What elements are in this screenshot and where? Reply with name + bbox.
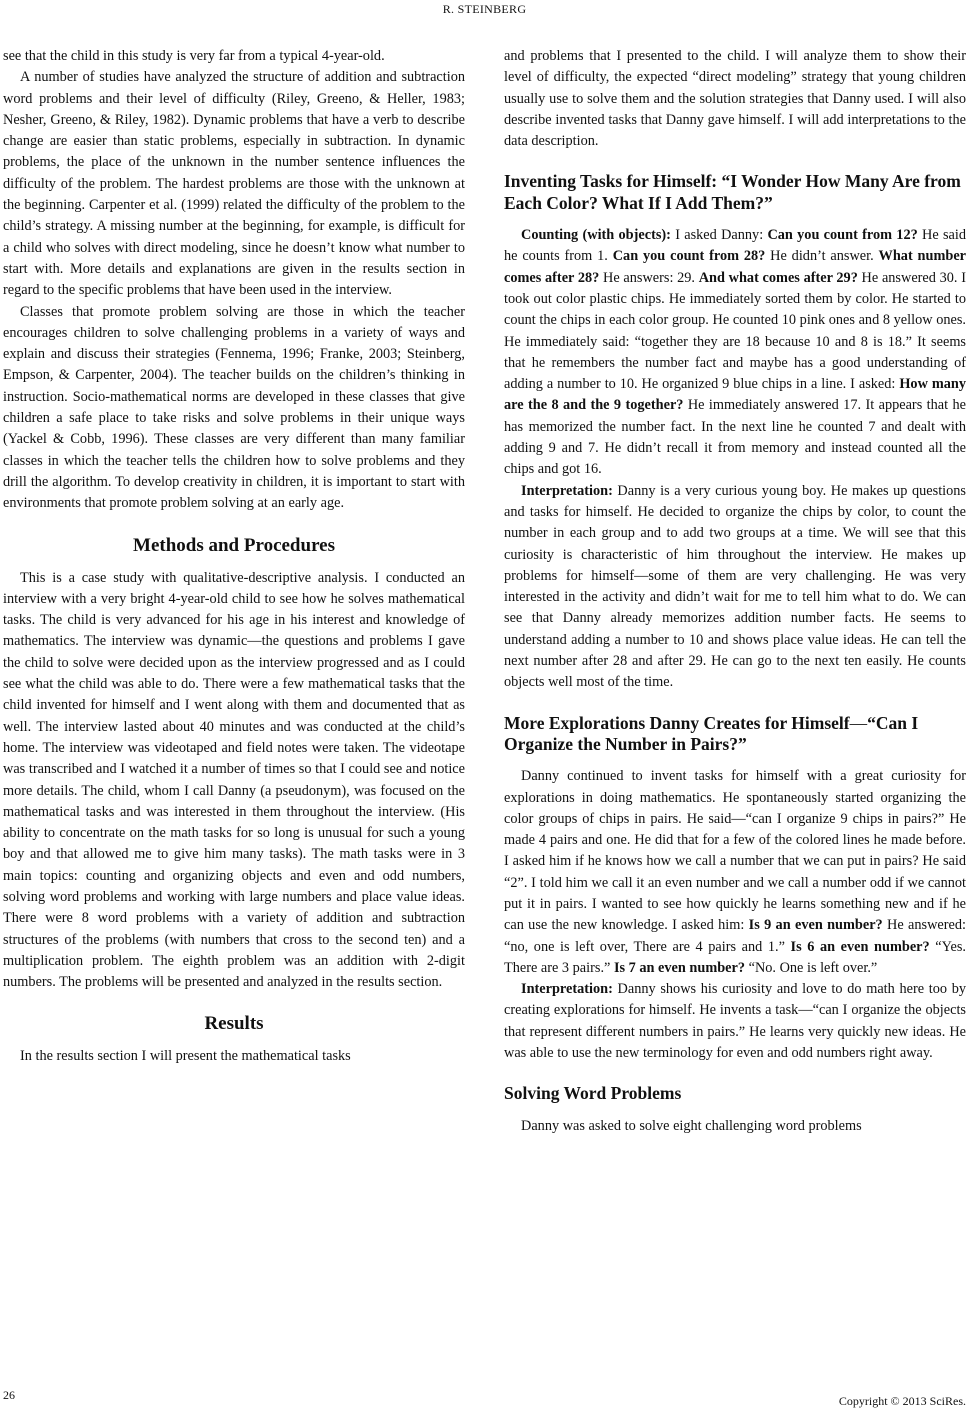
more-explorations-heading-part-1: More Explorations Danny Creates for Himself	[504, 712, 850, 733]
left-paragraph-3: Classes that promote problem solving are those in which the teacher encourages children to solve challenging problems in a variety of ways and explain and discuss their strategies (Fennema, 1996; Franke, 2003; Steinberg, Empson, & Carpenter, 2004). The teacher builds on the children’s thinking in instruction. Socio-mathematical norms are developed in these classes that give children a safe place to take risks and solve problems in their unique ways (Yackel & Cobb, 1996). These classes are very different than many familiar classes in which the teacher tells the children how to solve problems and they drill the algorithm. To develop creativity in children, it is important to start with environments that promote problem solving at an early age.	[3, 303, 465, 512]
running-head: R. STEINBERG	[442, 2, 527, 16]
pairs-text-2: He answered: “no, one is left over, There are 4 pairs and 1.”	[504, 917, 966, 955]
pairs-question-2: Is 6 an even number?	[790, 938, 930, 955]
inventing-tasks-heading: Inventing Tasks for Himself: “I Wonder How Many Are from Each Color? What If I Add Them?”	[504, 171, 961, 213]
pairs-question-3: Is 7 an even number?	[613, 959, 746, 976]
counting-text-5: He answered 30. I took out color plastic chips. He immediately sorted them by color. He started to count the chips in each color group. He counted 10 pink ones and 8 yellow ones. He immediately said: “together they are 18 because 10 and 8 is 18.” It seems that he remembers the number fact and maybe has a good understanding of adding a number to 10. He organized 9 blue chips in a line. I asked:	[504, 269, 966, 393]
counting-question-4: And what comes after 29?	[698, 269, 858, 286]
more-explorations-heading-part-2: “Can I Organize the Number in Pairs?”	[504, 712, 919, 754]
interpretation-1-text: Danny is a very curious young boy. He makes up questions and tasks for himself. He decided to organize the chips by color, to count the number in each group and to add two groups at a time. We will see that this curiosity is characteristic of him throughout the interview. He makes up problems for himself—some of them are very challenging. He was very interested in the activity and didn’t wait for me to tell him what to do. We can see that Danny already memorizes addition number facts. He seems to understand adding a number to 10 and shows place value ideas. He can tell the next number after 28 and after 29. He can go to the next ten easily. He counts objects well most of the time.	[504, 482, 966, 691]
pairs-text-1: Danny continued to invent tasks for himself with a great curiosity for explorations in doing mathematics. He spontaneously started organizing the color groups of chips in pairs. He said—“can I organize 9 chips in pairs?” He made 4 pairs and one. He did that for a few of the colored lines he made before. I asked him if he knows how we call a number that we can put in pairs? He said “2”. I told him we call it an even number and we call a number odd if we cannot put it in pairs. I wanted to see how quickly he learns something new and if he can use the new knowledge. I asked him:	[504, 768, 966, 934]
interpretation-2-text: Danny shows his curiosity and love to do math here too by creating explorations for himself. He invents a task—“can I organize the objects that represent different numbers in pairs.” He learns very quickly new ideas. He was able to use the new terminology for even and odd numbers right away.	[504, 981, 966, 1062]
counting-text-6: He immediately answered 17. It appears that he has memorized the number fact. In the next line he counted 7 and dealt with adding 9 and 7. He didn’t recall it from memory and instead counted all the chips and got 16.	[504, 397, 966, 478]
interpretation-1-lead: Interpretation:	[521, 482, 613, 499]
pairs-question-1: Is 9 an even number?	[748, 917, 883, 934]
pairs-text-4: “No. One is left over.”	[745, 959, 878, 976]
interpretation-paragraph-2	[504, 979, 966, 1064]
counting-text-2: He said he counts from 1.	[504, 227, 967, 265]
left-paragraph-5: In the results section I will present the mathematical tasks	[20, 1048, 351, 1065]
counting-question-3: What number comes after 28?	[504, 248, 967, 286]
interpretation-paragraph-1	[504, 481, 966, 694]
copyright-notice: Copyright © 2013 SciRes.	[838, 1394, 966, 1408]
left-paragraph-4: This is a case study with qualitative-descriptive analysis. I conducted an interview with a very bright 4-year-old child to see how he solves mathematical tasks. The child is very advanced for his age in his interest and knowledge of mathematics. The interview was dynamic—the questions and problems I gave the child to solve were decided upon as the interview progressed and as I could see what the child was able to do. There were a few mathematical tasks that the child invented for himself and I went along with them and documented that as well. The interview lasted about 40 minutes and was conducted at the child’s home. The interview was videotaped and field notes were taken. The videotape was transcribed and I watched it a number of times so that I could see and notice more details. The child, whom I call Danny (a pseudonym), was focused on the mathematical tasks and was interested in them throughout the interview. (His ability to concentrate on the math tasks for so long is unusual for such a young boy and that allowed me to give him many tasks). The math tasks were in 3 main topics: counting and organizing objects and even and odd numbers, solving word problems and working with large numbers and place value ideas. There were 8 word problems with a variety of addition and subtraction structures of the problems (with numbers that cross to the second ten) and a multiplication problem. The eighth problem was an addition with 2-digit numbers. The problems will be presented and analyzed in the results section.	[3, 569, 465, 991]
counting-question-5: How many are the 8 and the 9 together?	[504, 376, 966, 414]
counting-lead: Counting (with objects):	[521, 227, 671, 244]
more-explorations-heading	[504, 713, 966, 756]
pairs-text-3: “Yes. There are 3 pairs.”	[504, 938, 966, 976]
counting-paragraph	[504, 225, 966, 481]
counting-text-3: He didn’t answer.	[765, 248, 879, 265]
more-explorations-heading-dash: —	[849, 712, 868, 733]
results-heading: Results	[204, 1013, 264, 1035]
page-number: 26	[3, 1388, 15, 1402]
counting-question-1: Can you count from 12?	[767, 227, 918, 244]
right-paragraph-1: and problems that I presented to the child. I will analyze them to show their level of difficulty, the expected “direct modeling” strategy that young children usually use to solve them and the solution strategies that Danny used. I will also describe invented tasks that Danny gave himself. I will add interpretations to the data description.	[504, 48, 966, 150]
counting-question-2: Can you count from 28?	[612, 248, 766, 265]
left-paragraph-2: A number of studies have analyzed the structure of addition and subtraction word problems and their level of difficulty (Riley, Greeno, & Heller, 1983; Nesher, Greeno, & Riley, 1982). Dynamic problems that have a verb to describe change are easier than static problems, especially in subtraction. In dynamic problems, the place of the unknown in the number sentence influences the difficulty of the problem. The hardest problems are those with the unknown at the beginning. Carpenter et al. (1999) related the difficulty of the problem to the child’s strategy. A missing number at the beginning, for example, is difficult for a child who solves with direct modeling, since he doesn’t know what number to start with. More details and explanations are given in the results section in regard to the specific problems that have been used in the interview.	[3, 69, 465, 299]
pairs-paragraph	[504, 766, 966, 979]
left-paragraph-1: see that the child in this study is very far from a typical 4-year-old.	[3, 48, 385, 64]
interpretation-2-lead: Interpretation:	[521, 981, 613, 998]
counting-text-1: I asked Danny:	[670, 227, 768, 244]
counting-text-4: He answers: 29.	[599, 269, 699, 286]
solving-word-problems-heading: Solving Word Problems	[504, 1083, 682, 1104]
methods-heading: Methods and Procedures	[133, 534, 335, 556]
left-column	[3, 46, 465, 1068]
right-column	[504, 46, 966, 1137]
right-last-paragraph: Danny was asked to solve eight challenging word problems	[521, 1117, 862, 1134]
